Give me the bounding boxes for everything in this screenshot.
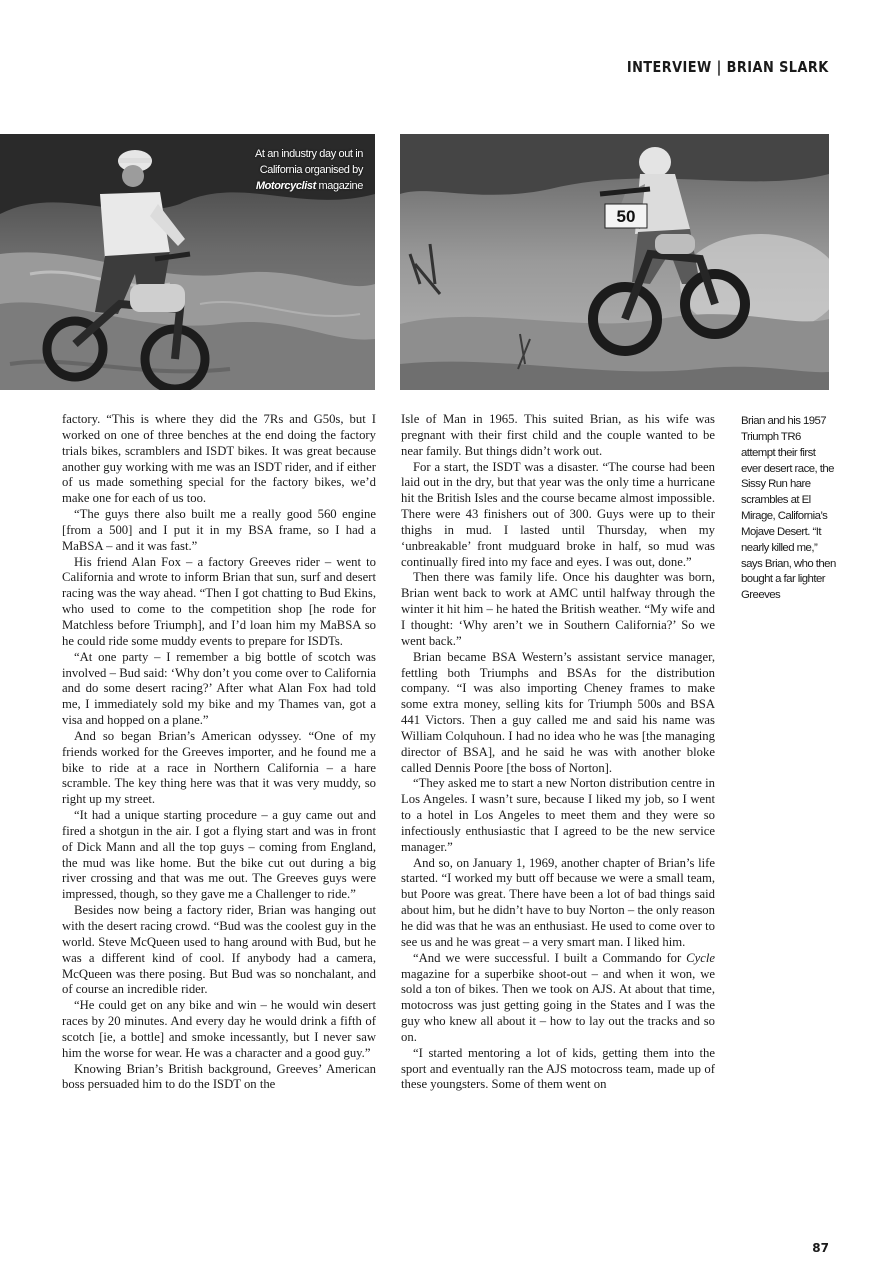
desert-race-image [400, 134, 829, 390]
text-run: “And we were successful. I built a Commando for [413, 950, 687, 965]
article-column-2 [401, 412, 715, 1093]
race-number: 50 [616, 207, 636, 226]
paragraph: Then there was family life. Once his daughter was born, Brian went back to work at AMC until halfway through the winter it hit him – he hated the British weather. “My wife and I thought: ‘Why aren’t we in Southern California?’ So we went back.” [401, 570, 715, 648]
paragraph: And so began Brian’s American odyssey. “One of my friends worked for the Greeves importer, and he found me a bike to ride at a race in Northern California – a hare scramble. The key thing here was that it was very muddy, so right up my street. [62, 728, 376, 807]
photo-caption [245, 146, 363, 194]
side-photo-caption: Brian and his 1957 Triumph TR6 attempt their first ever desert race, the Sissy Run hare scrambles at El Mirage, California’s Mojave Desert. “It nearly killed me,” says Brian, who then bought a far lighter Greeves [741, 415, 836, 602]
paragraph: Brian became BSA Western’s assistant service manager, fettling both Triumphs and BSAs for the distribution company. “I was also importing Cheney frames to make some extra money, selling kits for Triumph 500s and BSA 441 Victors. Then a guy called me and said his name was William Colquhoun. I had no idea who he was [the managing director of BSA], and he said he was with another bloke called Dennis Poore [the boss of Norton]. [401, 649, 715, 775]
photo-muddy-river-ride [0, 134, 375, 390]
paragraph: Isle of Man in 1965. This suited Brian, as his wife was pregnant with their first child and the couple wanted to be near family. But things didn’t work out. [401, 412, 715, 458]
article-column-1 [62, 412, 376, 1093]
page-number: 87 [812, 1241, 829, 1255]
paragraph: “He could get on any bike and win – he would win desert races by 20 minutes. And every day he would drink a fifth of scotch [ie, a bottle] and smoke incessantly, but I never saw him the worse for wear. He was a character and a good guy.” [62, 998, 376, 1060]
paragraph: “The guys there also built me a really good 560 engine [from a 500] and I put it in my BSA frame, so I had a MaBSA – and it was fast.” [62, 507, 376, 553]
paragraph: “I started mentoring a lot of kids, getting them into the sport and eventually ran the AJS motocross team, made up of these youngsters. Some of them went on [401, 1045, 715, 1092]
photo-caption-line2: California organised by [259, 164, 363, 176]
section-header: INTERVIEW | BRIAN SLARK [627, 58, 829, 76]
magazine-title: Cycle [686, 950, 715, 965]
paragraph: “They asked me to start a new Norton distribution centre in Los Angeles. I wasn’t sure, because I liked my job, so I went to a hotel in Los Angeles to meet them and they were so infectiously enthusiastic that I agreed to be the new service manager.” [401, 776, 715, 854]
paragraph: “At one party – I remember a big bottle of scotch was involved – Bud said: ‘Why don’t you come over to California and do some desert racing?’ After what Alan Fox had told me, I immediately sold my bike and my Thames van, got a visa and hopped on a plane.” [62, 649, 376, 728]
text-run: magazine for a superbike shoot-out – and when it won, we sold a ton of bikes. Then we took on AJS. At about that time, motocross was just getting going in the States and I was the guy who knew all about it – how to lay out the tracks and so on. [401, 966, 715, 1044]
paragraph: Besides now being a factory rider, Brian was hanging out with the desert racing crowd. “Bud was the coolest guy in the world. Steve McQueen used to hang around with Bud, but he was a different kind of cool. If anybody had a camera, McQueen was there posing. But Bud was so nonchalant, and of course an incredible rider. [62, 903, 376, 997]
photo-caption-line1: At an industry day out in [254, 148, 363, 160]
photo-caption-magazine: Motorcyclist [255, 180, 316, 192]
photo-caption-tail: magazine [315, 180, 363, 192]
paragraph [401, 951, 715, 1046]
paragraph: For a start, the ISDT was a disaster. “The course had been laid out in the dry, but that year was the only time a hurricane hit the British Isles and the course became almost impossible. There were 43 finishers out of 300. Guys were up to their thighs in mud. I lasted until Thursday, when my ‘unbreakable’ front mudguard broke in half, so mud was continually fired into my face and eyes. I was out, done.” [401, 459, 715, 569]
paragraph: His friend Alan Fox – a factory Greeves rider – went to California and wrote to inform Brian that sun, surf and desert racing was the way ahead. “Then I got chatting to Bud Ekins, who used to come to the competition shop [he rode for Matchless before Triumph], and I’d loan him my MaBSA so he could ride some muddy events to prepare for ISDTs. [62, 554, 376, 648]
paragraph: Knowing Brian’s British background, Greeves’ American boss persuaded him to do the ISDT on the [62, 1061, 376, 1092]
paragraph: And so, on January 1, 1969, another chapter of Brian’s life started. “I worked my butt off because we were a small team, but Poore was great. There have been a lot of bad things said about him, but he didn’t have to buy Norton – the only reason he did was that he was an enthusiast. He used to come over to see us and he was great – a very smart man. I liked him. [401, 855, 715, 949]
photo-desert-race [400, 134, 829, 390]
paragraph: “It had a unique starting procedure – a guy came out and fired a shotgun in the air. I got a flying start and was in front of Dick Mann and all the top guys – coming from England, the mud was like home. But the bike cut out during a big river crossing and that was me out. The Greeves guys were impressed, though, so they gave me a Challenger to ride.” [62, 808, 376, 902]
paragraph: factory. “This is where they did the 7Rs and G50s, but I worked on one of three benches at the end doing the factory trials bikes, scramblers and ISDT bikes. It was great because another guy working with me was an ISDT rider, and if either of us made something special for the factory bikes, we’d make one for each of us too. [62, 412, 376, 506]
